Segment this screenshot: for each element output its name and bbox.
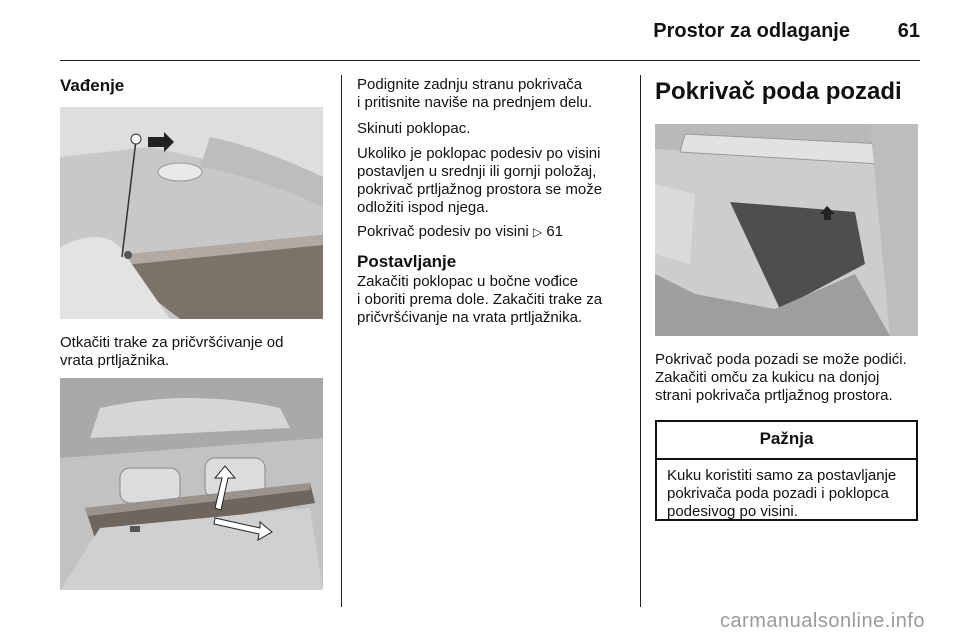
paragraph-detach-straps: Otkačiti trake za pričvršćivanje od vrata prtljažnika.: [60, 334, 284, 369]
photo-floor-cover: [655, 124, 918, 336]
paragraph-lift-rear: Podignite zadnju stranu pokrivača i pritisnite naviše na prednjem delu.: [357, 76, 593, 111]
header-rule: [60, 60, 920, 61]
paragraph-height-adjustable: Ukoliko je poklopac podesiv po visini postavljen u srednji ili gornji položaj, pokrivač prtljažnog prostora se može odložiti ispod njega.: [357, 145, 603, 216]
page-header-title: Prostor za odlaganje: [653, 20, 850, 42]
watermark: carmanualsonline.info: [719, 610, 925, 632]
column-divider-2: [640, 75, 641, 607]
section-heading-rear-floor-cover: Pokrivač poda pozadi: [655, 78, 902, 105]
photo-cover-strap: [60, 107, 323, 319]
section-heading-removal: Vađenje: [60, 76, 125, 95]
page-number: 61: [897, 20, 920, 42]
caution-note-title: Pažnja: [657, 422, 916, 460]
photo-lift-cover: [60, 378, 323, 590]
triangle-reference-icon: ▷: [532, 225, 543, 239]
page-reference-link[interactable]: 61: [546, 223, 564, 240]
paragraph-reference: Pokrivač podesiv po visini ▷ 61: [357, 223, 564, 240]
paragraph-remove-cover: Skinuti poklopac.: [357, 120, 471, 137]
column-divider-1: [341, 75, 342, 607]
caution-note-box: [655, 420, 918, 521]
paragraph-floor-cover: Pokrivač poda pozadi se može podići. Zakačiti omču za kukicu na donjoj strani pokrivača prtljažnog prostora.: [655, 351, 907, 404]
paragraph-install: Zakačiti poklopac u bočne vođice i oboriti prema dole. Zakačiti trake za pričvršćivanje na vrata prtljažnika.: [357, 273, 603, 326]
section-heading-installation: Postavljanje: [357, 252, 457, 271]
caution-note-text: Kuku koristiti samo za postavljanje pokrivača poda pozadi i poklopca podesivog po visini.: [667, 467, 897, 520]
